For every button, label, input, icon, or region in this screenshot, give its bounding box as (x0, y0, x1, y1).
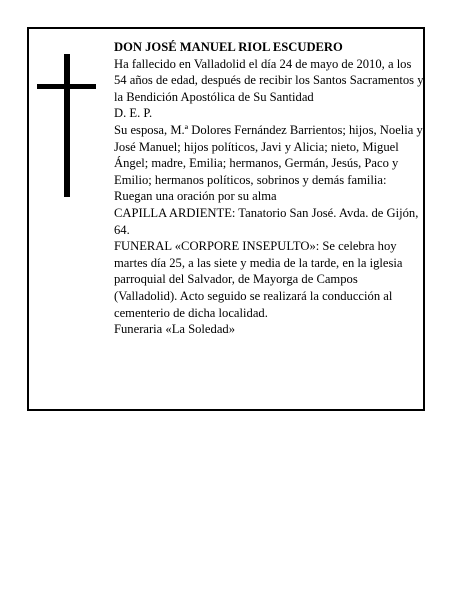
family-list: Su esposa, M.ª Dolores Fernández Barrientos; hijos, Noelia y José Manuel; hijos políticos, Javi y Alicia; nieto, Miguel Ángel; madre, Emilia; hermanos, Germán, Jesús, Paco y Emilio; hermanos políticos, sobrinos y demás familia: (114, 122, 423, 187)
cross-vertical-bar (64, 54, 70, 197)
prayer-request: Ruegan una oración por su alma (114, 189, 277, 204)
death-announcement: Ha fallecido en Valladolid el día 24 de mayo de 2010, a los 54 años de edad, después de recibir los Santos Sacramentos y la Bendición Apostólica de Su Santidad (114, 56, 424, 104)
funeral-home: Funeraria «La Soledad» (114, 322, 235, 337)
dep-line: D. E. P. (114, 106, 153, 121)
cross-horizontal-bar (37, 84, 96, 89)
chapel-info: CAPILLA ARDIENTE: Tanatorio San José. Avda. de Gijón, 64. (114, 205, 419, 237)
obituary-text (114, 39, 424, 338)
funeral-info: FUNERAL «CORPORE INSEPULTO»: Se celebra hoy martes día 25, a las siete y media de la tarde, en la iglesia parroquial del Salvador, de Mayorga de Campos (Valladolid). Acto seguido se realizará la conducción al cementerio de dicha localidad. (114, 239, 403, 320)
deceased-name: DON JOSÉ MANUEL RIOL ESCUDERO (114, 40, 343, 54)
